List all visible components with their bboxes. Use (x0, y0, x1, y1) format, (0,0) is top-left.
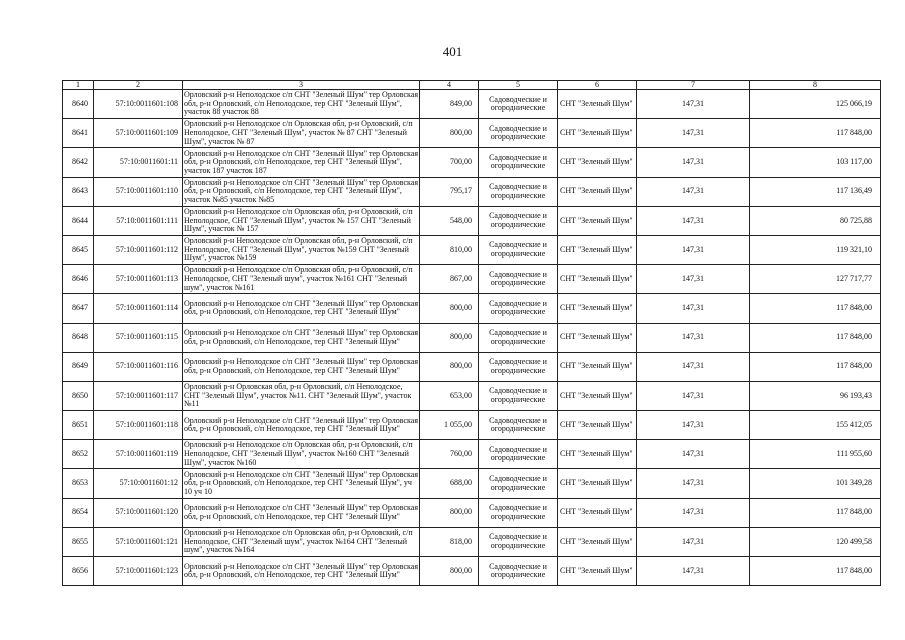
land-use-type: Садоводческие и огороднические (479, 411, 558, 440)
area-value: 849,00 (420, 90, 479, 119)
land-plots-table (62, 80, 881, 586)
cadastral-number: 57:10:0011601:108 (94, 90, 183, 119)
table-row (63, 206, 881, 235)
land-use-type: Садоводческие и огороднические (479, 469, 558, 498)
snt-name: СНТ "Зеленый Шум" (558, 440, 637, 469)
area-value: 700,00 (420, 148, 479, 177)
cadastral-cost: 155 412,05 (750, 411, 881, 440)
address: Орловский р-н Неполодское с/п СНТ "Зеленый Шум" тер Орловская обл, р-н Орловский, с/п Неполодское, тер СНТ "Зеленый Шум", участок №85 участок №85 (183, 177, 420, 206)
rate-value: 147,31 (637, 265, 750, 294)
row-number: 8644 (63, 206, 94, 235)
area-value: 810,00 (420, 235, 479, 264)
address: Орловский р-н Неполодское с/п СНТ "Зеленый Шум" тер Орловская обл, р-н Орловский, с/п Неполодское, тер СНТ "Зеленый Шум" (183, 498, 420, 527)
cadastral-number: 57:10:0011601:111 (94, 206, 183, 235)
snt-name: СНТ "Зеленый Шум" (558, 469, 637, 498)
area-value: 800,00 (420, 498, 479, 527)
cadastral-number: 57:10:0011601:12 (94, 469, 183, 498)
row-number: 8656 (63, 557, 94, 586)
table-row (63, 469, 881, 498)
address: Орловский р-н Неполодское с/п СНТ "Зеленый Шум" тер Орловская обл, р-н Орловский, с/п Неполодское, тер СНТ "Зеленый Шум" (183, 411, 420, 440)
rate-value: 147,31 (637, 411, 750, 440)
cadastral-cost: 117 848,00 (750, 352, 881, 381)
table-row (63, 440, 881, 469)
address: Орловский р-н Неполодское с/п Орловская обл, р-н Орловский, с/п Неполодское, СНТ "Зеленый шум", участок №161 СНТ "Зеленый шум", участок №161 (183, 265, 420, 294)
snt-name: СНТ "Зеленый Шум" (558, 498, 637, 527)
area-value: 800,00 (420, 119, 479, 148)
snt-name: СНТ "Зеленый Шум" (558, 265, 637, 294)
rate-value: 147,31 (637, 148, 750, 177)
header-cell: 3 (183, 81, 420, 90)
cadastral-number: 57:10:0011601:123 (94, 557, 183, 586)
header-row (63, 81, 881, 90)
snt-name: СНТ "Зеленый Шум" (558, 352, 637, 381)
header-cell: 6 (558, 81, 637, 90)
address: Орловский р-н Неполодское с/п Орловская обл, р-н Орловский, с/п Неполодское, СНТ "Зеленый Шум", участок №159 СНТ "Зеленый Шум", участок №159 (183, 235, 420, 264)
snt-name: СНТ "Зеленый Шум" (558, 527, 637, 556)
row-number: 8649 (63, 352, 94, 381)
cadastral-number: 57:10:0011601:112 (94, 235, 183, 264)
row-number: 8647 (63, 294, 94, 323)
row-number: 8645 (63, 235, 94, 264)
table-row (63, 294, 881, 323)
area-value: 800,00 (420, 294, 479, 323)
header-cell: 7 (637, 81, 750, 90)
rate-value: 147,31 (637, 323, 750, 352)
cadastral-cost: 117 848,00 (750, 294, 881, 323)
table-row (63, 119, 881, 148)
header-cell: 1 (63, 81, 94, 90)
table-row (63, 177, 881, 206)
cadastral-cost: 117 848,00 (750, 119, 881, 148)
address: Орловский р-н Неполодское с/п Орловская обл, р-н Орловский, с/п Неполодское, СНТ "Зеленый Шум", участок №160 СНТ "Зеленый Шум", участок №160 (183, 440, 420, 469)
land-use-type: Садоводческие и огороднические (479, 90, 558, 119)
snt-name: СНТ "Зеленый Шум" (558, 235, 637, 264)
snt-name: СНТ "Зеленый Шум" (558, 206, 637, 235)
table-body (63, 90, 881, 586)
area-value: 1 055,00 (420, 411, 479, 440)
address: Орловский р-н Неполодское с/п Орловская обл, р-н Орловский, с/п Неполодское, СНТ "Зеленый Шум", участок № 87 СНТ "Зеленый Шум", участок № 87 (183, 119, 420, 148)
table-row (63, 352, 881, 381)
snt-name: СНТ "Зеленый Шум" (558, 119, 637, 148)
land-use-type: Садоводческие и огороднические (479, 557, 558, 586)
cadastral-number: 57:10:0011601:110 (94, 177, 183, 206)
address: Орловский р-н Неполодское с/п СНТ "Зеленый Шум" тер Орловская обл, р-н Орловский, с/п Неполодское, тер СНТ "Зеленый Шум" (183, 323, 420, 352)
address: Орловский р-н Неполодское с/п СНТ "Зеленый Шум" тер Орловская обл, р-н Орловский, с/п Неполодское, тер СНТ "Зеленый Шум", участок 187 участок 187 (183, 148, 420, 177)
cadastral-cost: 117 136,49 (750, 177, 881, 206)
row-number: 8652 (63, 440, 94, 469)
row-number: 8648 (63, 323, 94, 352)
page-number: 401 (442, 44, 463, 59)
row-number: 8650 (63, 381, 94, 410)
land-use-type: Садоводческие и огороднические (479, 119, 558, 148)
row-number: 8651 (63, 411, 94, 440)
land-use-type: Садоводческие и огороднические (479, 352, 558, 381)
cadastral-number: 57:10:0011601:114 (94, 294, 183, 323)
table-row (63, 235, 881, 264)
rate-value: 147,31 (637, 557, 750, 586)
snt-name: СНТ "Зеленый Шум" (558, 294, 637, 323)
rate-value: 147,31 (637, 235, 750, 264)
cadastral-number: 57:10:0011601:118 (94, 411, 183, 440)
cadastral-number: 57:10:0011601:117 (94, 381, 183, 410)
cadastral-cost: 119 321,10 (750, 235, 881, 264)
area-value: 867,00 (420, 265, 479, 294)
cadastral-number: 57:10:0011601:120 (94, 498, 183, 527)
row-number: 8646 (63, 265, 94, 294)
area-value: 818,00 (420, 527, 479, 556)
area-value: 800,00 (420, 557, 479, 586)
cadastral-cost: 120 499,58 (750, 527, 881, 556)
rate-value: 147,31 (637, 498, 750, 527)
rate-value: 147,31 (637, 527, 750, 556)
header-cell: 8 (750, 81, 881, 90)
rate-value: 147,31 (637, 469, 750, 498)
address: Орловский р-н Неполодское с/п СНТ "Зеленый Шум" тер Орловская обл, р-н Орловский, с/п Неполодское, тер СНТ "Зеленый Шум" (183, 352, 420, 381)
rate-value: 147,31 (637, 381, 750, 410)
land-use-type: Садоводческие и огороднические (479, 323, 558, 352)
table-container (62, 80, 881, 586)
rate-value: 147,31 (637, 177, 750, 206)
snt-name: СНТ "Зеленый Шум" (558, 381, 637, 410)
address: Орловский р-н Неполодское с/п СНТ "Зеленый Шум" тер Орловская обл, р-н Орловский, с/п Неполодское, тер СНТ "Зеленый Шум" (183, 557, 420, 586)
land-use-type: Садоводческие и огороднические (479, 440, 558, 469)
table-row (63, 90, 881, 119)
cadastral-number: 57:10:0011601:115 (94, 323, 183, 352)
cadastral-cost: 101 349,28 (750, 469, 881, 498)
rate-value: 147,31 (637, 90, 750, 119)
cadastral-cost: 117 848,00 (750, 557, 881, 586)
snt-name: СНТ "Зеленый Шум" (558, 323, 637, 352)
rate-value: 147,31 (637, 119, 750, 148)
table-row (63, 527, 881, 556)
cadastral-cost: 103 117,00 (750, 148, 881, 177)
row-number: 8640 (63, 90, 94, 119)
rate-value: 147,31 (637, 440, 750, 469)
header-cell: 4 (420, 81, 479, 90)
cadastral-cost: 127 717,77 (750, 265, 881, 294)
header-cell: 5 (479, 81, 558, 90)
table-row (63, 381, 881, 410)
row-number: 8653 (63, 469, 94, 498)
cadastral-cost: 111 955,60 (750, 440, 881, 469)
cadastral-cost: 80 725,88 (750, 206, 881, 235)
address: Орловский р-н Неполодское с/п СНТ "Зеленый Шум" тер Орловская обл, р-н Орловский, с/п Неполодское, тер СНТ "Зеленый Шум", уч 10 уч 10 (183, 469, 420, 498)
row-number: 8642 (63, 148, 94, 177)
table-row (63, 498, 881, 527)
area-value: 795,17 (420, 177, 479, 206)
land-use-type: Садоводческие и огороднические (479, 527, 558, 556)
rate-value: 147,31 (637, 352, 750, 381)
area-value: 760,00 (420, 440, 479, 469)
snt-name: СНТ "Зеленый Шум" (558, 177, 637, 206)
area-value: 653,00 (420, 381, 479, 410)
area-value: 800,00 (420, 323, 479, 352)
table-row (63, 265, 881, 294)
land-use-type: Садоводческие и огороднические (479, 265, 558, 294)
land-use-type: Садоводческие и огороднические (479, 294, 558, 323)
cadastral-number: 57:10:0011601:109 (94, 119, 183, 148)
row-number: 8643 (63, 177, 94, 206)
land-use-type: Садоводческие и огороднические (479, 235, 558, 264)
land-use-type: Садоводческие и огороднические (479, 148, 558, 177)
land-use-type: Садоводческие и огороднические (479, 381, 558, 410)
land-use-type: Садоводческие и огороднические (479, 498, 558, 527)
row-number: 8655 (63, 527, 94, 556)
address: Орловский р-н Орловская обл, р-н Орловский, с/п Неполодское, СНТ "Зеленый Шум", участок №11. СНТ "Зеленый Шум", участок №11 (183, 381, 420, 410)
table-row (63, 148, 881, 177)
table-header (63, 81, 881, 90)
snt-name: СНТ "Зеленый Шум" (558, 411, 637, 440)
snt-name: СНТ "Зеленый Шум" (558, 557, 637, 586)
address: Орловский р-н Неполодское с/п СНТ "Зеленый Шум" тер Орловская обл, р-н Орловский, с/п Неполодское, тер СНТ "Зеленый Шум", участок 88 участок 88 (183, 90, 420, 119)
address: Орловский р-н Неполодское с/п СНТ "Зеленый Шум" тер Орловская обл, р-н Орловский, с/п Неполодское, тер СНТ "Зеленый Шум" (183, 294, 420, 323)
header-cell: 2 (94, 81, 183, 90)
cadastral-cost: 96 193,43 (750, 381, 881, 410)
cadastral-cost: 125 066,19 (750, 90, 881, 119)
rate-value: 147,31 (637, 206, 750, 235)
table-row (63, 557, 881, 586)
area-value: 800,00 (420, 352, 479, 381)
cadastral-number: 57:10:0011601:116 (94, 352, 183, 381)
address: Орловский р-н Неполодское с/п Орловская обл, р-н Орловский, с/п Неполодское, СНТ "Зеленый шум", участок №164 СНТ "Зеленый шум", участок №164 (183, 527, 420, 556)
land-use-type: Садоводческие и огороднические (479, 177, 558, 206)
area-value: 548,00 (420, 206, 479, 235)
row-number: 8654 (63, 498, 94, 527)
cadastral-number: 57:10:0011601:119 (94, 440, 183, 469)
table-row (63, 411, 881, 440)
cadastral-number: 57:10:0011601:11 (94, 148, 183, 177)
area-value: 688,00 (420, 469, 479, 498)
row-number: 8641 (63, 119, 94, 148)
table-row (63, 323, 881, 352)
rate-value: 147,31 (637, 294, 750, 323)
snt-name: СНТ "Зеленый Шум" (558, 148, 637, 177)
address: Орловский р-н Неполодское с/п Орловская обл, р-н Орловский, с/п Неполодское, СНТ "Зеленый Шум", участок № 157 СНТ "Зеленый Шум", участок № 157 (183, 206, 420, 235)
snt-name: СНТ "Зеленый Шум" (558, 90, 637, 119)
cadastral-number: 57:10:0011601:113 (94, 265, 183, 294)
cadastral-cost: 117 848,00 (750, 323, 881, 352)
cadastral-number: 57:10:0011601:121 (94, 527, 183, 556)
land-use-type: Садоводческие и огороднические (479, 206, 558, 235)
cadastral-cost: 117 848,00 (750, 498, 881, 527)
